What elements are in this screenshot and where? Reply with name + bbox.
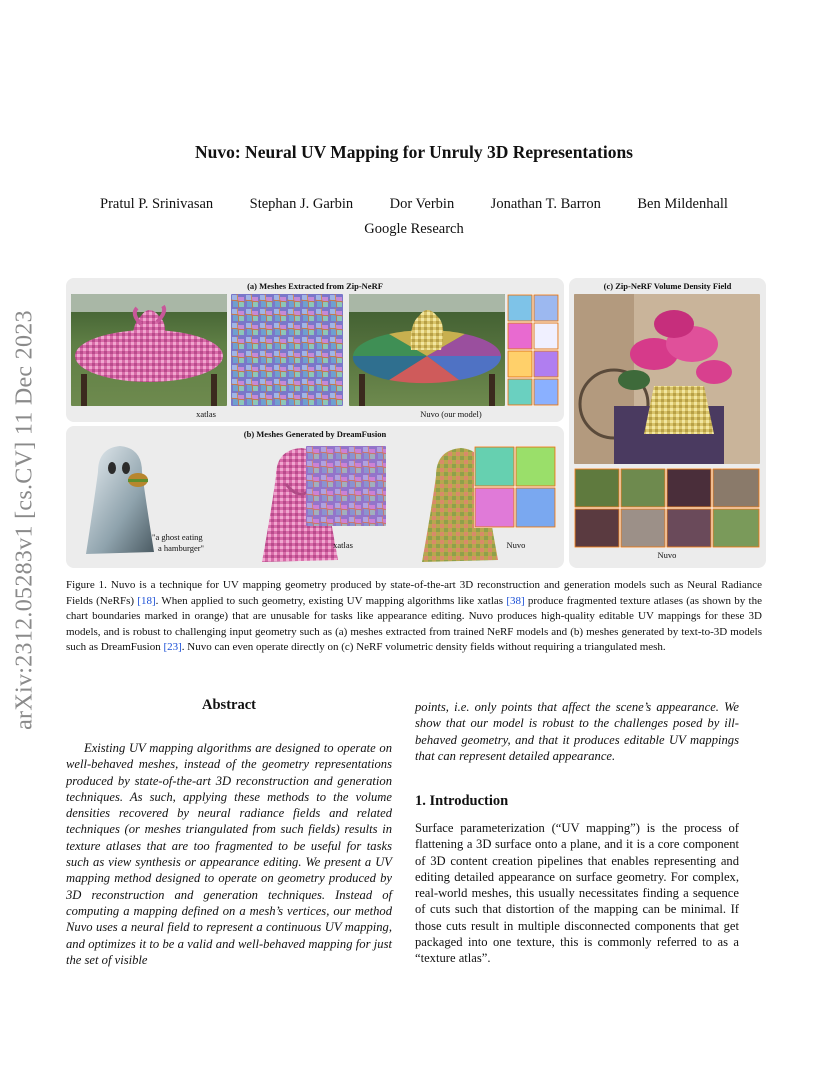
introduction-text: Surface parameterization (“UV mapping”) is the process of flattening a 3D surface onto a plane, and it is a core component of 3D content creation pipelines that enables representing and editing detailed appearance on surface geometry. For complex, real-world meshes, this usually necessitates finding a sequence of cuts such that distortion of the mapping can be minimal. If those cuts result in multiple disconnected components that get packaged into one texture, this is commonly referred to as a “texture atlas”.	[415, 821, 739, 966]
figure-caption	[66, 578, 762, 656]
dreamfusion-xatlas-atlas	[306, 446, 386, 526]
label-xatlas: xatlas	[196, 409, 216, 419]
author: Stephan J. Garbin	[249, 196, 354, 212]
zipnerf-nuvo-atlas	[507, 294, 559, 406]
arxiv-stamp	[0, 280, 50, 760]
panel-b-title: (b) Meshes Generated by DreamFusion	[243, 429, 387, 439]
zipnerf-density-render	[574, 294, 760, 464]
author: Ben Mildenhall	[637, 196, 728, 212]
prompt-line: a hamburger"	[158, 543, 205, 553]
abstract-heading: Abstract	[202, 697, 256, 713]
author: Jonathan T. Barron	[490, 196, 601, 212]
ghost-input-mesh	[80, 442, 160, 562]
zipnerf-xatlas-atlas	[231, 294, 343, 406]
figure-1	[66, 278, 766, 568]
author: Dor Verbin	[389, 196, 455, 212]
prompt-line: "a ghost eating	[152, 532, 203, 542]
citation-link[interactable]: [38]	[506, 594, 525, 607]
caption-text: Figure 1. Nuvo is a technique for UV mapping geometry produced by state-of-the-art 3D reconstruction and generation models such as Neural Radiance Fields (NeRFs)	[66, 579, 762, 607]
arxiv-id: arXiv:2312.05283v1 [cs.CV] 11 Dec 2023	[11, 310, 38, 730]
zipnerf-xatlas-render	[71, 294, 227, 406]
abstract-continuation: points, i.e. only points that affect the scene’s appearance. We show that our model is robust to the challenges posed by ill-behaved geometry, and that it produces editable UV mappings that can represent detailed appearance.	[415, 700, 739, 763]
label-nuvo: Nuvo	[657, 550, 677, 560]
panel-a-title: (a) Meshes Extracted from Zip-NeRF	[247, 281, 383, 291]
label-xatlas: xatlas	[333, 540, 353, 550]
affiliation: Google Research	[364, 221, 464, 237]
panel-a	[66, 278, 564, 422]
zipnerf-nuvo-render	[349, 294, 505, 406]
introduction-heading: 1. Introduction	[415, 793, 509, 809]
abstract-text: Existing UV mapping algorithms are designed to operate on well-behaved meshes, instead of the geometry representations produced by state-of-the-art 3D reconstruction and generation techniques. As such, applying these methods to the volume densities recovered by neural radiance fields and related techniques (or meshes triangulated from such fields) results in texture atlases that are too fragmented to be useful for tasks such as view synthesis or appearance editing. We present a UV mapping method designed to operate on geometry produced by 3D reconstruction and generation techniques. Instead of computing a mapping defined on a mesh’s vertices, our method Nuvo uses a neural field to represent a continuous UV mapping, and optimizes it to be a valid and well-behaved mapping for just the set of visible	[66, 741, 392, 967]
panel-c	[569, 278, 766, 568]
panel-c-title: (c) Zip-NeRF Volume Density Field	[603, 281, 732, 291]
prompt-text	[152, 532, 228, 554]
dreamfusion-nuvo-atlas	[474, 446, 556, 528]
panel-b	[66, 426, 564, 568]
caption-text: . When applied to such geometry, existing UV mapping algorithms like xatlas	[155, 594, 507, 607]
caption-text: produce fragmented texture atlases (as shown by the chart boundaries marked in orange) that are unusable for tasks like appearance editing. Nuvo produces high-quality editable UV mappings for these 3D models, and is robust to challenging input geometry such as (a) meshes extracted from trained NeRF models and (b) meshes generated by text-to-3D models such as DreamFusion	[66, 594, 762, 654]
citation-link[interactable]: [18]	[137, 594, 156, 607]
paper-title: Nuvo: Neural UV Mapping for Unruly 3D Representations	[194, 142, 633, 162]
author: Pratul P. Srinivasan	[100, 196, 214, 212]
label-nuvo: Nuvo	[506, 540, 526, 550]
author-list	[100, 196, 728, 213]
caption-text: . Nuvo can even operate directly on (c) NeRF volumetric density fields without requiring a triangulated mesh.	[181, 641, 666, 654]
citation-link[interactable]: [23]	[163, 641, 182, 654]
zipnerf-density-nuvo-atlas	[574, 468, 760, 548]
label-nuvo: Nuvo (our model)	[420, 409, 482, 419]
